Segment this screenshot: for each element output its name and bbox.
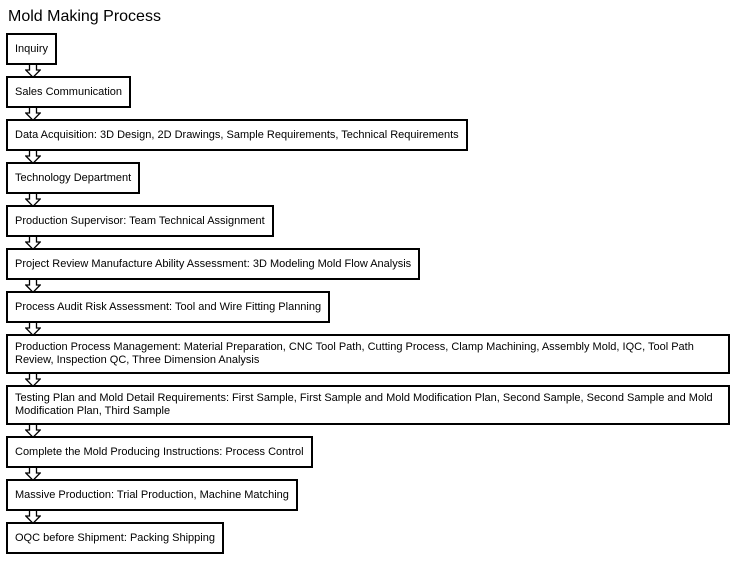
process-step-box: Massive Production: Trial Production, Machine Matching	[6, 479, 298, 511]
down-arrow-icon	[6, 237, 744, 248]
process-step-box: Production Supervisor: Team Technical Assignment	[6, 205, 274, 237]
process-step-box: Sales Communication	[6, 76, 131, 108]
down-arrow-icon	[6, 374, 744, 385]
down-arrow-icon	[6, 65, 744, 76]
process-step-box: Complete the Mold Producing Instructions: Process Control	[6, 436, 313, 468]
process-step-box: Project Review Manufacture Ability Assessment: 3D Modeling Mold Flow Analysis	[6, 248, 420, 280]
process-step-box: Inquiry	[6, 33, 57, 65]
diagram-title: Mold Making Process	[8, 8, 161, 25]
process-step-box: Technology Department	[6, 162, 140, 194]
process-step-box: OQC before Shipment: Packing Shipping	[6, 522, 224, 554]
process-step-box: Data Acquisition: 3D Design, 2D Drawings, Sample Requirements, Technical Requirements	[6, 119, 468, 151]
down-arrow-icon	[6, 323, 744, 334]
down-arrow-icon	[6, 511, 744, 522]
process-step-box: Production Process Management: Material Preparation, CNC Tool Path, Cutting Process, Clamp Machining, Assembly Mold, IQC, Tool Path Review, Inspection QC, Three Dimension Analysis	[6, 334, 730, 374]
down-arrow-icon	[6, 280, 744, 291]
down-arrow-icon	[6, 468, 744, 479]
down-arrow-icon	[6, 194, 744, 205]
process-step-box: Process Audit Risk Assessment: Tool and Wire Fitting Planning	[6, 291, 330, 323]
down-arrow-icon	[6, 425, 744, 436]
down-arrow-icon	[6, 108, 744, 119]
process-step-box: Testing Plan and Mold Detail Requirements: First Sample, First Sample and Mold Modification Plan, Second Sample, Second Sample and Mold Modification Plan, Third Sample	[6, 385, 730, 425]
down-arrow-icon	[6, 151, 744, 162]
process-flowchart	[6, 33, 744, 554]
